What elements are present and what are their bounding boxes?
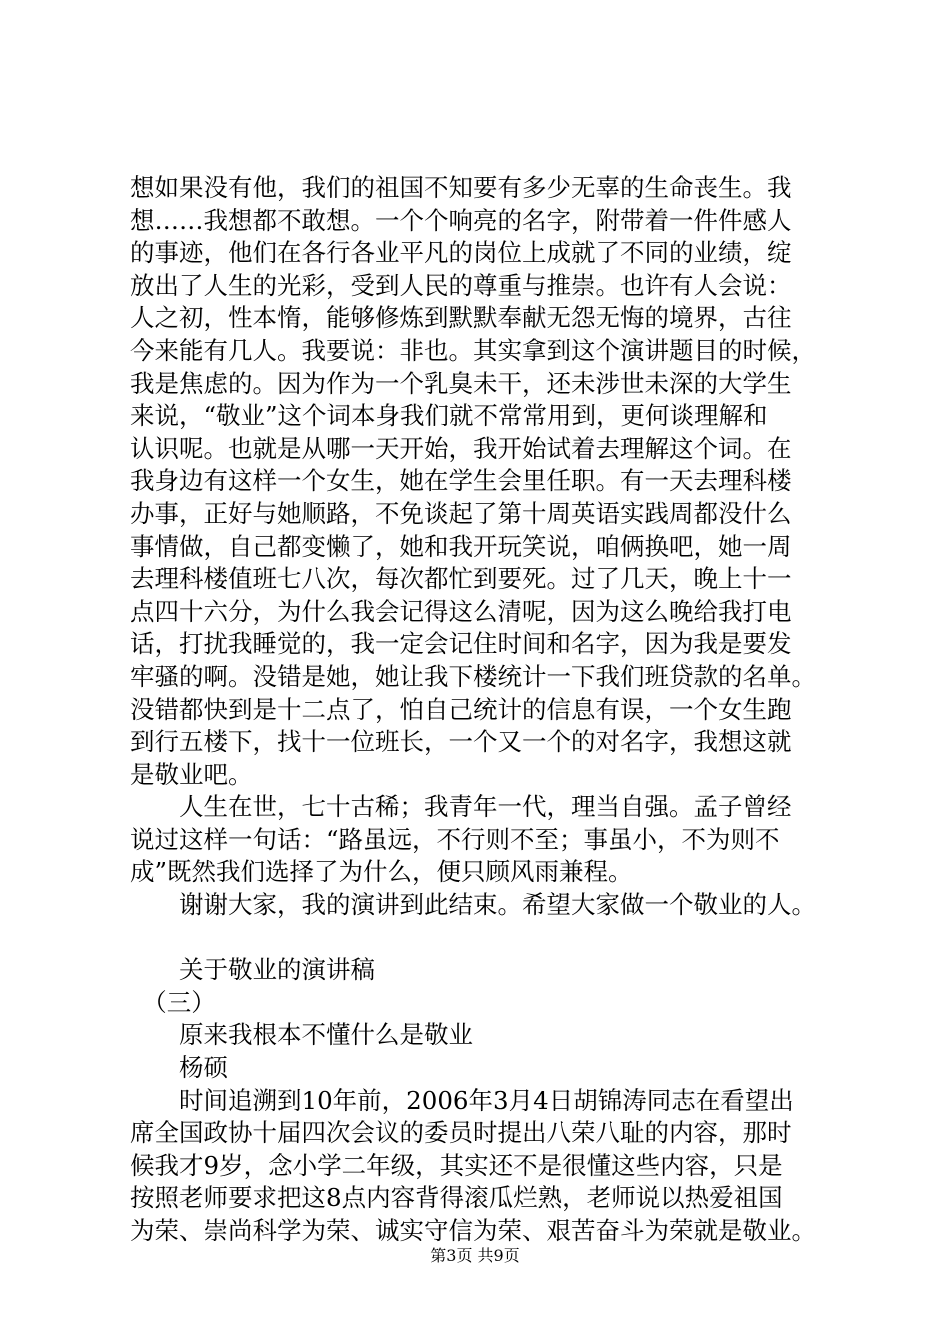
text-line: 候我才9岁，念小学二年级，其实还不是很懂这些内容，只是 bbox=[130, 1150, 783, 1180]
text-line: 到行五楼下，找十一位班长，一个又一个的对名字，我想这就 bbox=[130, 727, 792, 757]
text-line bbox=[130, 922, 850, 955]
text-line: 关于敬业的演讲稿 bbox=[130, 955, 375, 985]
body-text bbox=[130, 172, 850, 1248]
text-line: 点四十六分，为什么我会记得这么清呢，因为这么晚给我打电 bbox=[130, 596, 792, 626]
text-line: 认识呢。也就是从哪一天开始，我开始试着去理解这个词。在 bbox=[130, 433, 792, 463]
text-line: 的事迹，他们在各行各业平凡的岗位上成就了不同的业绩，绽 bbox=[130, 238, 792, 268]
text-line: 我身边有这样一个女生，她在学生会里任职。有一天去理科楼 bbox=[130, 466, 792, 496]
text-line: 牢骚的啊。没错是她，她让我下楼统计一下我们班贷款的名单。 bbox=[130, 661, 816, 691]
page-footer: 第3页 共9页 bbox=[430, 1246, 520, 1265]
text-line: 办事，正好与她顺路，不免谈起了第十周英语实践周都没什么 bbox=[130, 498, 792, 528]
text-line: 放出了人生的光彩，受到人民的尊重与推崇。也许有人会说： bbox=[130, 270, 792, 300]
text-line: 席全国政协十届四次会议的委员时提出八荣八耻的内容，那时 bbox=[130, 1118, 792, 1148]
text-line: （三） bbox=[130, 987, 216, 1017]
text-line: 来说，“敬业”这个词本身我们就不常常用到，更何谈理解和 bbox=[130, 401, 768, 431]
text-line: 想如果没有他，我们的祖国不知要有多少无辜的生命丧生。我 bbox=[130, 173, 792, 202]
text-line: 原来我根本不懂什么是敬业 bbox=[130, 1020, 473, 1050]
text-line: 我是焦虑的。因为作为一个乳臭未干，还未涉世未深的大学生 bbox=[130, 368, 792, 398]
text-line: 是敬业吧。 bbox=[130, 759, 253, 789]
text-line: 人生在世，七十古稀；我青年一代，理当自强。孟子曾经 bbox=[130, 792, 792, 822]
text-line: 没错都快到是十二点了，怕自己统计的信息有误，一个女生跑 bbox=[130, 694, 792, 724]
text-line: 事情做，自己都变懒了，她和我开玩笑说，咱俩换吧，她一周 bbox=[130, 531, 792, 561]
text-line: 时间追溯到10年前，2006年3月4日胡锦涛同志在看望出 bbox=[130, 1085, 794, 1115]
text-line: 为荣、崇尚科学为荣、诚实守信为荣、艰苦奋斗为荣就是敬业。 bbox=[130, 1216, 816, 1245]
text-line: 人之初，性本惰，能够修炼到默默奉献无怨无悔的境界，古往 bbox=[130, 303, 792, 333]
text-line: 话，打扰我睡觉的，我一定会记住时间和名字，因为我是要发 bbox=[130, 629, 792, 659]
text-line: 去理科楼值班七八次，每次都忙到要死。过了几天，晚上十一 bbox=[130, 564, 792, 594]
text-line: 说过这样一句话：“路虽远，不行则不至；事虽小，不为则不 bbox=[130, 824, 780, 854]
text-line: 今来能有几人。我要说：非也。其实拿到这个演讲题目的时候， bbox=[130, 335, 816, 365]
text-line: 杨硕 bbox=[130, 1053, 228, 1083]
text-line: 谢谢大家，我的演讲到此结束。希望大家做一个敬业的人。 bbox=[130, 890, 816, 920]
text-line: 按照老师要求把这8点内容背得滚瓜烂熟，老师说以热爱祖国 bbox=[130, 1183, 783, 1213]
text-line: 想……我想都不敢想。一个个响亮的名字，附带着一件件感人 bbox=[130, 205, 792, 235]
text-line: 成”既然我们选择了为什么，便只顾风雨兼程。 bbox=[130, 857, 633, 887]
